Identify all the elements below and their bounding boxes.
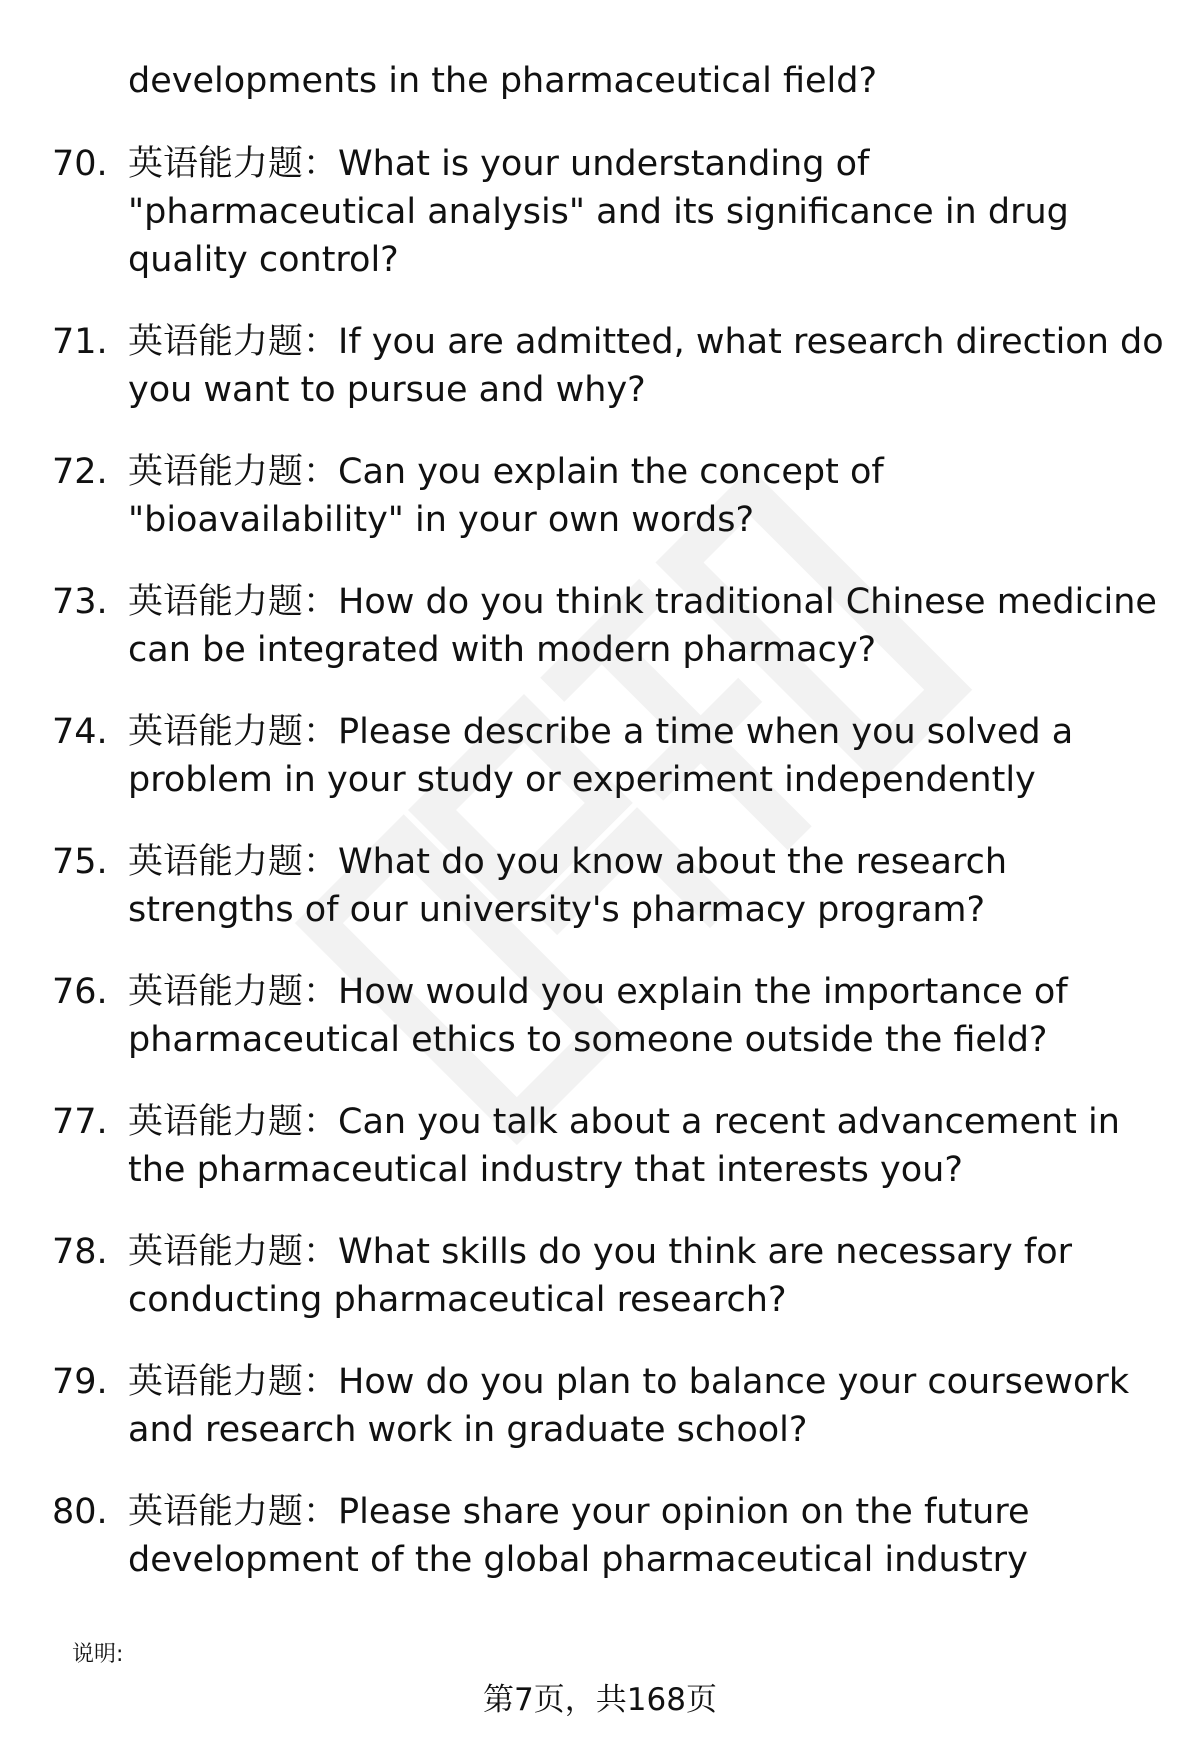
- question-body: [128, 140, 1168, 284]
- list-item: [0, 838, 1200, 934]
- question-text: Please share your opinion on the future development of the global pharmaceutical industry: [128, 1492, 1030, 1580]
- question-text: Can you talk about a recent advancement in the pharmaceutical industry that interests you?: [128, 1102, 1120, 1190]
- question-prefix: 英语能力题：: [128, 144, 339, 184]
- question-prefix: 英语能力题：: [128, 1232, 339, 1272]
- question-body: [128, 578, 1168, 674]
- question-number: 74.: [52, 712, 108, 752]
- question-prefix: 英语能力题：: [128, 1102, 339, 1142]
- question-number: 70.: [52, 144, 108, 184]
- question-body: [128, 448, 1168, 544]
- question-prefix: 英语能力题：: [128, 452, 339, 492]
- carry-over-text: developments in the pharmaceutical field?: [128, 61, 878, 101]
- question-body: [128, 1488, 1168, 1584]
- question-prefix: 英语能力题：: [128, 1362, 339, 1402]
- question-number: 77.: [52, 1102, 108, 1142]
- question-text: What do you know about the research strengths of our university's pharmacy program?: [128, 842, 1007, 930]
- list-item: [0, 1228, 1200, 1324]
- question-number: 75.: [52, 842, 108, 882]
- question-text: If you are admitted, what research direction do you want to pursue and why?: [128, 322, 1164, 410]
- question-body: [128, 968, 1168, 1064]
- question-body: [128, 708, 1168, 804]
- question-number: 78.: [52, 1232, 108, 1272]
- question-list: [0, 140, 1200, 1618]
- question-number: 79.: [52, 1362, 108, 1402]
- question-number: 73.: [52, 582, 108, 622]
- list-item: [0, 708, 1200, 804]
- question-body: [128, 1358, 1168, 1454]
- question-number: 72.: [52, 452, 108, 492]
- question-prefix: 英语能力题：: [128, 1492, 339, 1532]
- question-text: Please describe a time when you solved a problem in your study or experiment independently: [128, 712, 1074, 800]
- question-prefix: 英语能力题：: [128, 322, 339, 362]
- list-item: [0, 1098, 1200, 1194]
- list-item: [0, 140, 1200, 284]
- question-text: What skills do you think are necessary for conducting pharmaceutical research?: [128, 1232, 1073, 1320]
- question-body: [128, 1098, 1168, 1194]
- list-item: [0, 1358, 1200, 1454]
- question-text: Can you explain the concept of "bioavailability" in your own words?: [128, 452, 884, 540]
- question-prefix: 英语能力题：: [128, 972, 339, 1012]
- question-body: [128, 838, 1168, 934]
- question-number: 80.: [52, 1492, 108, 1532]
- list-item: [0, 1488, 1200, 1584]
- list-item: [0, 318, 1200, 414]
- question-number: 71.: [52, 322, 108, 362]
- page-number-footer: 第7页，共168页: [483, 1682, 717, 1718]
- question-number: 76.: [52, 972, 108, 1012]
- question-text: How would you explain the importance of pharmaceutical ethics to someone outside the field?: [128, 972, 1068, 1060]
- question-prefix: 英语能力题：: [128, 582, 339, 622]
- question-text: How do you plan to balance your coursework and research work in graduate school?: [128, 1362, 1130, 1450]
- question-body: [128, 318, 1168, 414]
- question-prefix: 英语能力题：: [128, 842, 339, 882]
- list-item: [0, 578, 1200, 674]
- question-body: [128, 1228, 1168, 1324]
- note-label: 说明:: [72, 1642, 124, 1667]
- question-text: How do you think traditional Chinese medicine can be integrated with modern pharmacy?: [128, 582, 1157, 670]
- list-item: [0, 448, 1200, 544]
- question-text: What is your understanding of "pharmaceutical analysis" and its significance in drug quality control?: [128, 144, 1069, 280]
- list-item: [0, 968, 1200, 1064]
- question-prefix: 英语能力题：: [128, 712, 339, 752]
